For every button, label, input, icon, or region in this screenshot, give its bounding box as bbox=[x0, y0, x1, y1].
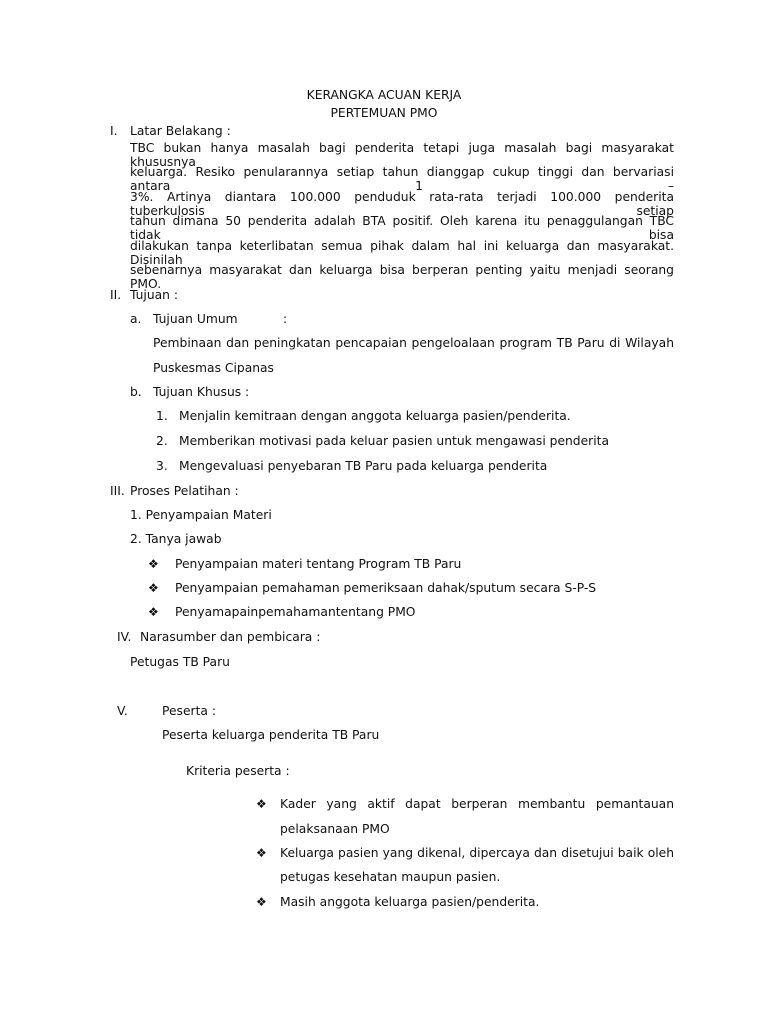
diamond-bullet-icon: ❖ bbox=[148, 581, 159, 595]
section-4-text: Petugas TB Paru bbox=[130, 655, 230, 669]
objective-b-item-number: 2. bbox=[156, 434, 168, 448]
section-3-heading: Proses Pelatihan : bbox=[130, 484, 239, 498]
section-1-paragraph-line: keluarga. Resiko penularannya setiap tahun dianggap cukup tinggi dan bervariasi antara 1 – bbox=[130, 165, 674, 193]
section-2-heading: Tujuan : bbox=[130, 288, 179, 302]
criteria-item-line: Masih anggota keluarga pasien/penderita. bbox=[280, 895, 540, 909]
objective-a-colon: : bbox=[283, 312, 288, 326]
objective-b-item-text: Memberikan motivasi pada keluar pasien untuk mengawasi penderita bbox=[179, 434, 610, 448]
objective-a-text-line: Pembinaan dan peningkatan pencapaian pengeloalaan program TB Paru di Wilayah bbox=[153, 336, 674, 350]
training-bullet-text: Penyamapainpemahamantentang PMO bbox=[175, 605, 416, 619]
training-process-item: 1. Penyampaian Materi bbox=[130, 508, 272, 522]
diamond-bullet-icon: ❖ bbox=[256, 846, 267, 860]
diamond-bullet-icon: ❖ bbox=[256, 895, 267, 909]
objective-b-label: Tujuan Khusus : bbox=[153, 385, 250, 399]
section-5-text: Peserta keluarga penderita TB Paru bbox=[162, 728, 380, 742]
section-1-numeral: I. bbox=[110, 124, 118, 138]
section-1-paragraph-line: sebenarnya masyarakat dan keluarga bisa berperan penting yaitu menjadi seorang PMO. bbox=[130, 263, 674, 291]
objective-b-marker: b. bbox=[130, 385, 142, 399]
section-1-heading: Latar Belakang : bbox=[130, 124, 231, 138]
section-3-numeral: III. bbox=[110, 484, 125, 498]
section-1-paragraph-line: dilakukan tanpa keterlibatan semua pihak dalam hal ini keluarga dan masyarakat. Disinilah bbox=[130, 239, 674, 267]
diamond-bullet-icon: ❖ bbox=[256, 797, 267, 811]
document-subtitle: PERTEMUAN PMO bbox=[330, 106, 438, 120]
section-4-numeral: IV. bbox=[117, 630, 132, 644]
criteria-item-line: pelaksanaan PMO bbox=[280, 822, 390, 836]
section-1-paragraph-line: tahun dimana 50 penderita adalah BTA positif. Oleh karena itu penaggulangan TBC tidak bisa bbox=[130, 214, 674, 242]
section-5-numeral: V. bbox=[117, 704, 128, 718]
objective-a-label: Tujuan Umum bbox=[153, 312, 238, 326]
section-5-heading: Peserta : bbox=[162, 704, 216, 718]
objective-b-item-number: 1. bbox=[156, 409, 168, 423]
criteria-item-line: Keluarga pasien yang dikenal, dipercaya dan disetujui baik oleh bbox=[280, 846, 674, 860]
training-bullet-text: Penyampaian materi tentang Program TB Paru bbox=[175, 557, 462, 571]
section-1-paragraph-line: 3%. Artinya diantara 100.000 penduduk rata-rata terjadi 100.000 penderita tuberkulosis setiap bbox=[130, 190, 674, 218]
diamond-bullet-icon: ❖ bbox=[148, 557, 159, 571]
objective-a-text-line: Puskesmas Cipanas bbox=[153, 361, 274, 375]
section-1-paragraph-line: TBC bukan hanya masalah bagi penderita tetapi juga masalah bagi masyarakat khususnya bbox=[130, 141, 674, 169]
objective-b-item-text: Mengevaluasi penyebaran TB Paru pada keluarga penderita bbox=[179, 459, 548, 473]
training-process-item: 2. Tanya jawab bbox=[130, 532, 222, 546]
criteria-item-line: Kader yang aktif dapat berperan membantu pemantauan bbox=[280, 797, 674, 811]
criteria-label: Kriteria peserta : bbox=[186, 764, 290, 778]
objective-b-item-number: 3. bbox=[156, 459, 168, 473]
objective-a-marker: a. bbox=[130, 312, 142, 326]
document-title: KERANGKA ACUAN KERJA bbox=[306, 88, 462, 102]
objective-b-item-text: Menjalin kemitraan dengan anggota keluarga pasien/penderita. bbox=[179, 409, 571, 423]
training-bullet-text: Penyampaian pemahaman pemeriksaan dahak/sputum secara S-P-S bbox=[175, 581, 597, 595]
section-4-heading: Narasumber dan pembicara : bbox=[140, 630, 321, 644]
diamond-bullet-icon: ❖ bbox=[148, 605, 159, 619]
section-2-numeral: II. bbox=[110, 288, 122, 302]
criteria-item-line: petugas kesehatan maupun pasien. bbox=[280, 870, 501, 884]
